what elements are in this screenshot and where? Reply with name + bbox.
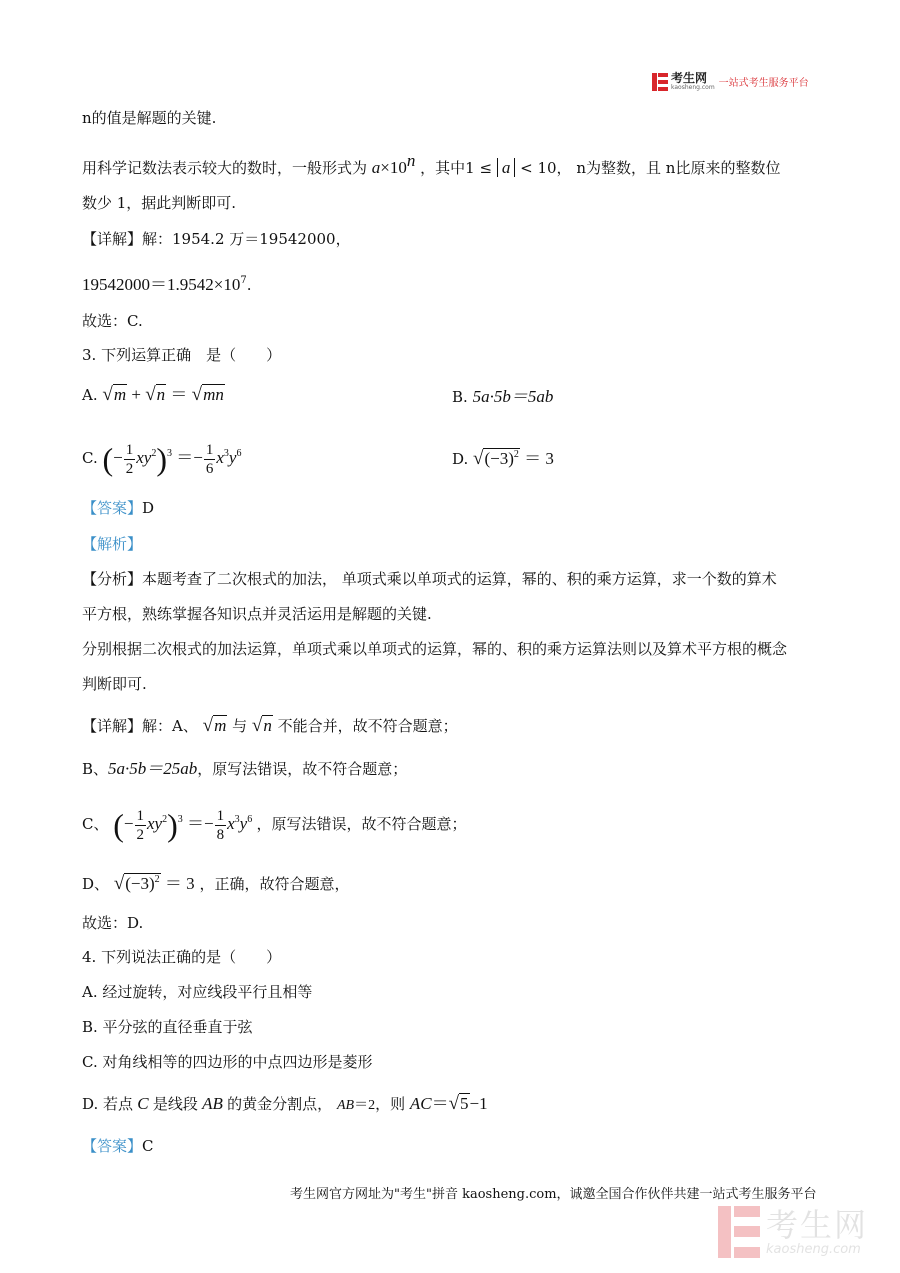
footer-text: 考生网官方网址为"考生"拼音 kaosheng.com，诚邀全国合作伙伴共建一站式考生服务平台	[290, 1187, 817, 1202]
text-line: 故选：D.	[82, 914, 144, 932]
logo-name: 考生网	[671, 71, 708, 85]
analysis-tag: 【解析】	[82, 535, 143, 553]
detail-d: D、 $√(-3)^2 = 3$ ，正确，故符合题意，	[82, 873, 350, 894]
text-line: 【分析】本题考查了二次根式的加法， 单项式乘以单项式的运算，幂的、积的乘方运算，求一个数的算术	[82, 570, 777, 588]
kaosheng-watermark-icon	[718, 1206, 760, 1258]
kaosheng-logo-icon	[652, 73, 668, 91]
option-3a: A. √m + √n ＝ √mn	[82, 384, 224, 405]
text-line: 分别根据二次根式的加法运算，单项式乘以单项式的运算，幂的、积的乘方运算法则以及算术平方根的概念	[82, 640, 788, 658]
answer-4: 【答案】C	[82, 1137, 154, 1155]
watermark-domain: kaosheng.com	[766, 1242, 861, 1257]
detail-c: C、 (− $\frac{1}{2}$ $xy^2)^3$ ＝− $\frac{1}{8}$ $x^3y^6$ ，原写法错误，故不符合题意；	[82, 807, 467, 844]
detail-b: B、5a·5b＝25ab，原写法错误，故不符合题意；	[82, 759, 408, 778]
text-line: 用科学记数法表示较大的数时，一般形式为 $a\times 10^n$ ，其中1 ≤ a < 10， n为整数，且 n比原来的整数位	[82, 151, 781, 177]
option-4a: A. 经过旋转，对应线段平行且相等	[82, 983, 313, 1001]
text-line: 平方根，熟练掌握各知识点并灵活运用是解题的关键.	[82, 605, 432, 623]
text-line: n的值是解题的关键.	[82, 109, 217, 127]
detail-a: 【详解】解：A、 √m 与 √n 不能合并，故不符合题意；	[82, 715, 458, 736]
option-3b: B. 5a·5b＝5ab	[452, 387, 554, 406]
question-3: 3. 下列运算正确 是（ ）	[82, 346, 282, 364]
option-4c: C. 对角线相等的四边形的中点四边形是菱形	[82, 1053, 373, 1071]
text-line: 故选：C.	[82, 312, 143, 330]
logo-domain: kaosheng.com	[671, 84, 715, 91]
watermark	[718, 1206, 868, 1258]
option-4d: D. 若点 C 是线段 AB 的黄金分割点， AB＝2，则 AC＝√5−1	[82, 1093, 488, 1114]
option-3c: C. (− $\frac{1}{2}$ $xy^2)^3$ ＝− $\frac{1}{6}$ $x^3y^6$	[82, 441, 242, 478]
text-line: 【详解】解：1954.2 万＝19542000，	[82, 230, 351, 248]
header-slogan: 一站式考生服务平台	[718, 78, 809, 89]
option-3d: D. $√(-3)^2 = 3$	[452, 448, 554, 469]
text-line: 数少 1，据此判断即可.	[82, 194, 237, 212]
question-4: 4. 下列说法正确的是（ ）	[82, 948, 282, 966]
watermark-name: 考生网	[766, 1206, 869, 1244]
answer-3: 【答案】D	[82, 499, 155, 517]
text-line: $19542000=1.9542\times 10^7$.	[82, 275, 252, 294]
option-4b: B. 平分弦的直径垂直于弦	[82, 1018, 253, 1036]
header-logo	[652, 72, 809, 91]
text-line: 判断即可.	[82, 675, 147, 693]
